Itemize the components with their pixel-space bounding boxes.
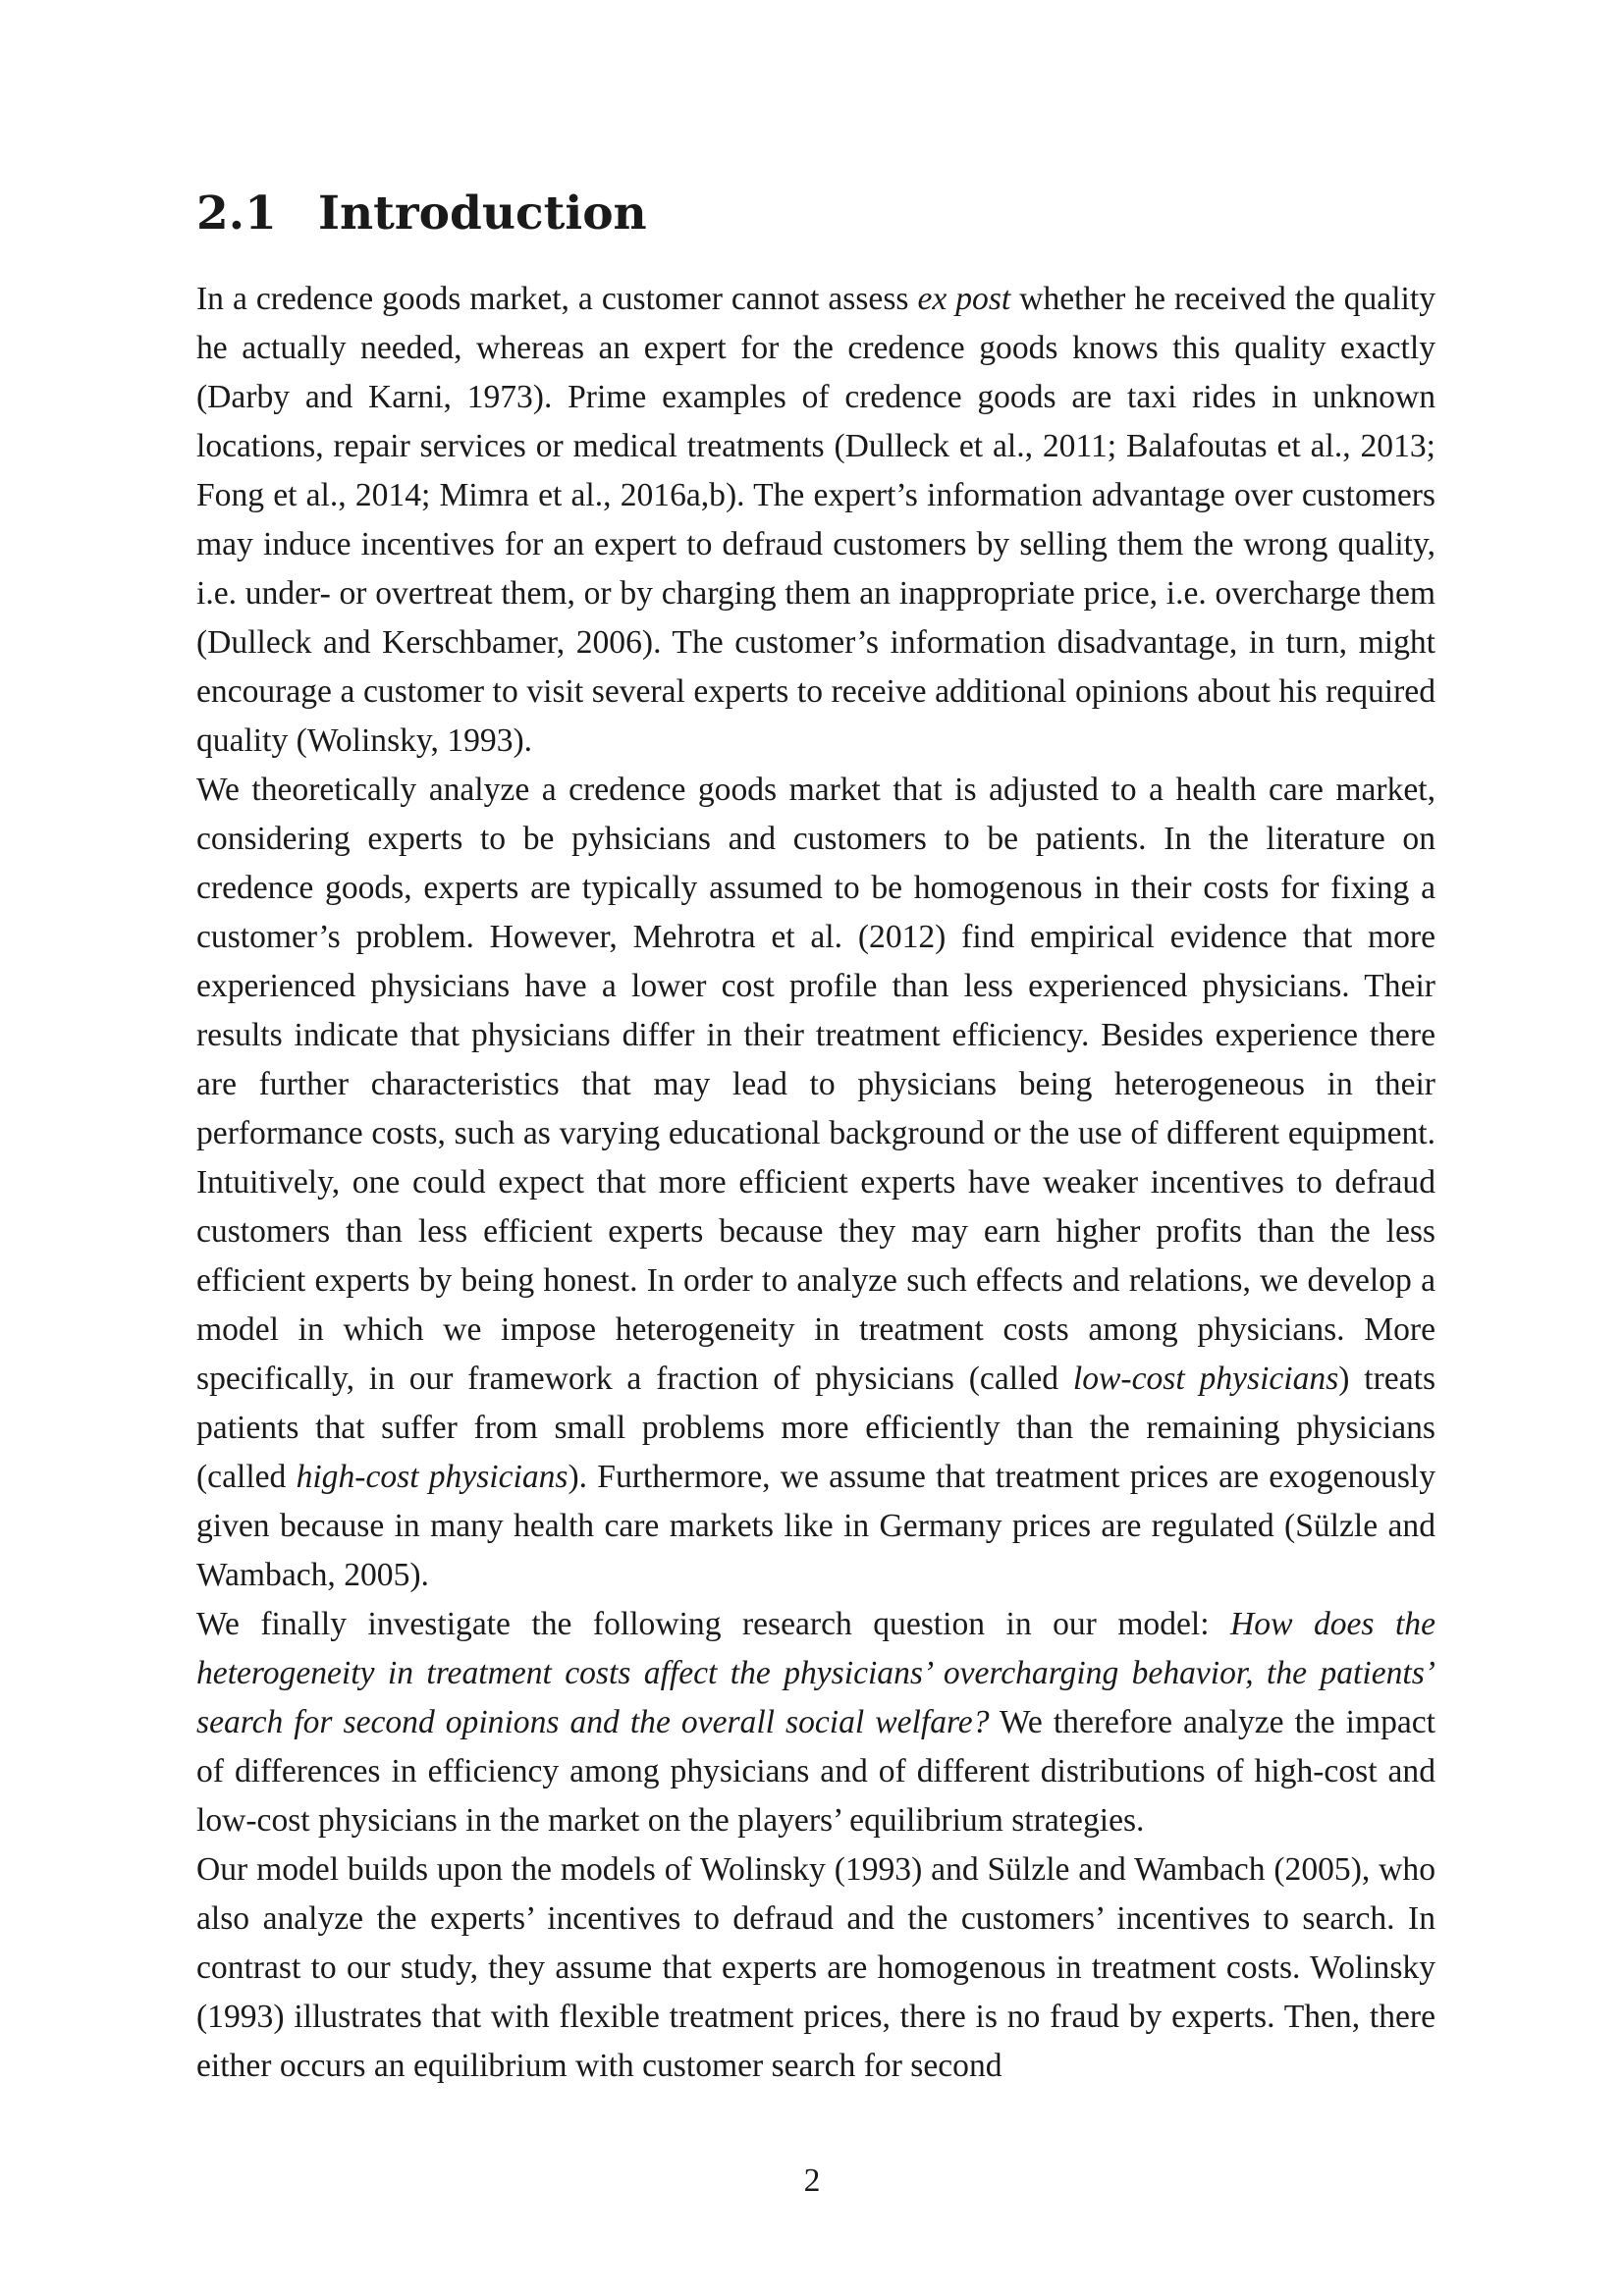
paragraph (196, 1600, 1435, 1845)
text-run: Our model builds upon the models of Wolinsky (1993) and Sülzle and Wambach (2005), who also analyze the experts’ incentives to defraud and the customers’ incentives to search. In contrast to our study, they assume that experts are homogenous in treatment costs. Wolinsky (1993) illustrates that with flexible treatment prices, there is no fraud by experts. Then, there either occurs an equilibrium with customer search for second (196, 1851, 1435, 2084)
italic-text: How does the heterogeneity in treatment costs affect the physicians’ overcharging behavior, the patients’ search for second opinions and the overall social welfare? (196, 1606, 1435, 1740)
paragraph (196, 766, 1435, 1600)
italic-text: high-cost physicians (296, 1459, 568, 1495)
paragraph (196, 1845, 1435, 2091)
section-heading (196, 185, 647, 243)
text-run: We theoretically analyze a credence goods market that is adjusted to a health care market, considering experts to be pyhsicians and customers to be patients. In the literature on credence goods, experts are typically assumed to be homogenous in their costs for fixing a customer’s problem. However, Mehrotra et al. (2012) find empirical evidence that more experienced physicians have a lower cost profile than less experienced physicians. Their results indicate that physicians differ in their treatment efficiency. Besides experience there are further characteristics that may lead to physicians being heterogeneous in their performance costs, such as varying educational background or the use of different equipment. Intuitively, one could expect that more efficient experts have weaker incentives to defraud customers than less efficient experts because they may earn higher profits than the less efficient experts by being honest. In order to analyze such effects and relations, we develop a model in which we impose heterogeneity in treatment costs among physicians. More specifically, in our framework a fraction of physicians (called (196, 772, 1435, 1397)
italic-text: ex post (917, 281, 1011, 317)
text-run: We therefore analyze the impact of differences in efficiency among physicians and of different distributions of high-cost and low-cost physicians in the market on the players’ equilibrium strategies. (196, 1704, 1435, 1839)
text-run: In a credence goods market, a customer cannot assess (196, 281, 918, 317)
text-run: We finally investigate the following research question in our model: (196, 1606, 1231, 1642)
text-run: ). Furthermore, we assume that treatment prices are exogenously given because in many health care markets like in Germany prices are regulated (Sülzle and Wambach, 2005). (196, 1459, 1436, 1593)
section-title: Introduction (318, 187, 647, 240)
body-text (196, 275, 1435, 2091)
text-run: ) treats patients that suffer from small problems more efficiently than the remaining physicians (called (196, 1361, 1436, 1495)
italic-text: low-cost physicians (1072, 1361, 1339, 1397)
page-number: 2 (803, 2163, 821, 2199)
paragraph (196, 275, 1435, 766)
text-run: whether he received the quality he actually needed, whereas an expert for the credence goods knows this quality exactly (Darby and Karni, 1973). Prime examples of credence goods are taxi rides in unknown locations, repair services or medical treatments (Dulleck et al., 2011; Balafoutas et al., 2013; Fong et al., 2014; Mimra et al., 2016a,b). The expert’s information advantage over customers may induce incentives for an expert to defraud customers by selling them the wrong quality, i.e. under- or overtreat them, or by charging them an inappropriate price, i.e. overcharge them (Dulleck and Kerschbamer, 2006). The customer’s information disadvantage, in turn, might encourage a customer to visit several experts to receive additional opinions about his required quality (Wolinsky, 1993). (196, 281, 1435, 759)
section-number: 2.1 (196, 187, 277, 240)
